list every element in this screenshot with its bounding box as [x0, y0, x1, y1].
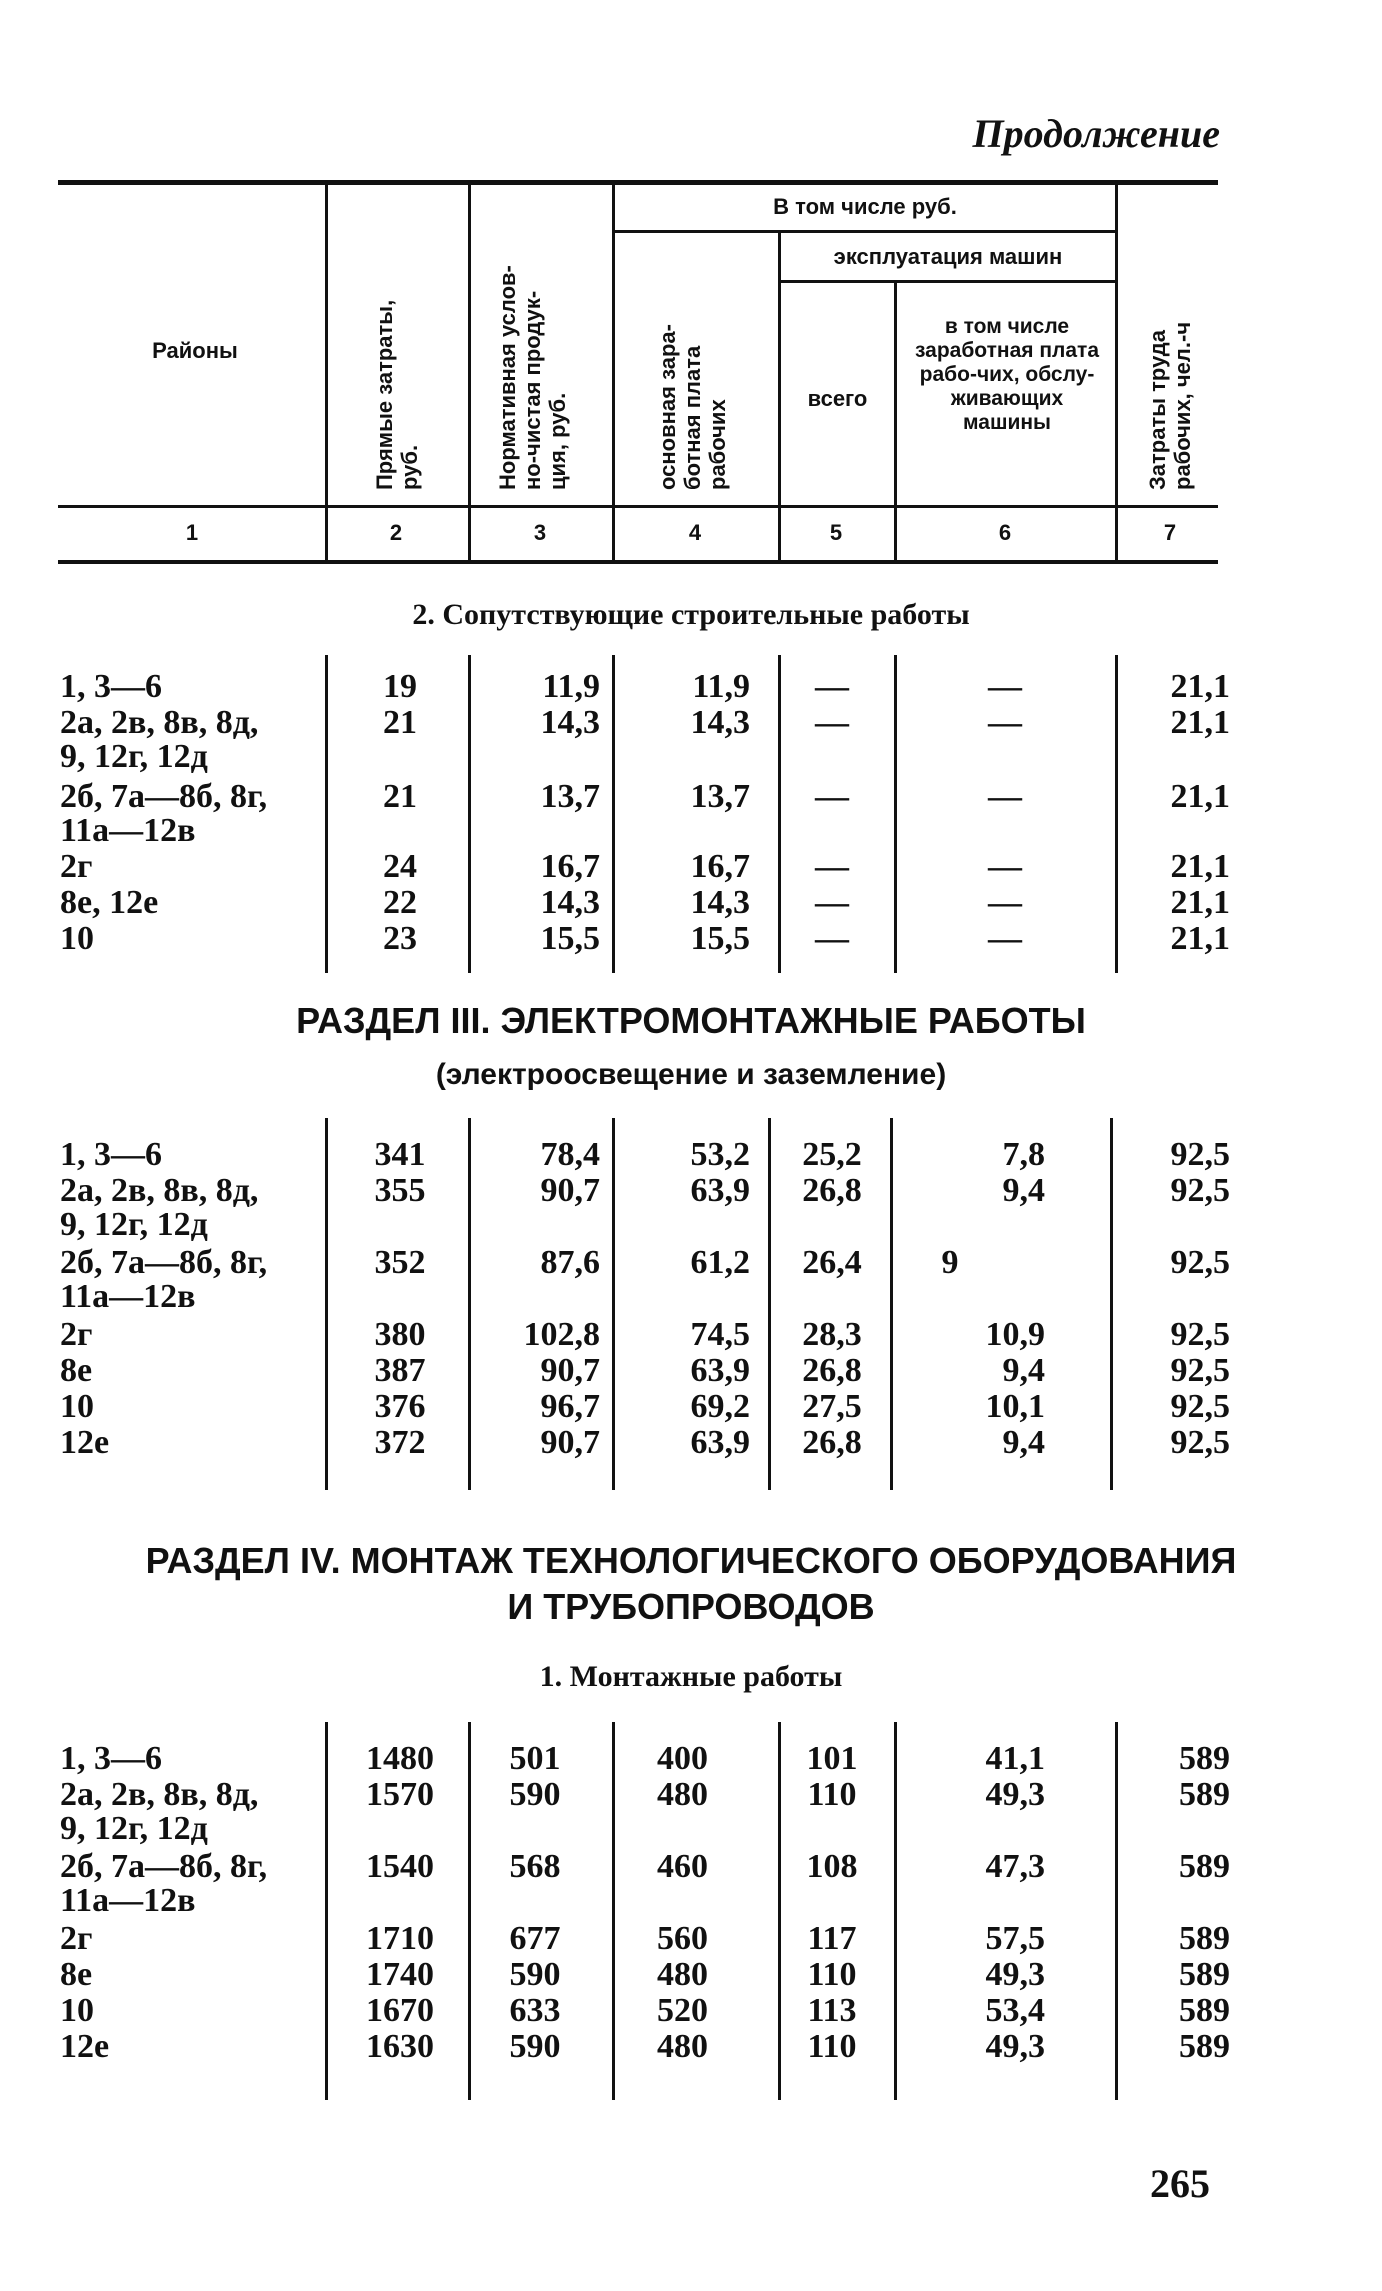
row-district-line2: 11а—12в: [60, 812, 196, 849]
row-wages: 15,5: [690, 920, 750, 957]
row-district: 2а, 2в, 8в, 8д,: [60, 1776, 259, 1813]
row-district: 8е: [60, 1352, 93, 1389]
row-direct-costs: 1480: [366, 1740, 434, 1777]
row-machines-wages: 10,9: [985, 1316, 1045, 1353]
row-machines-total: 110: [807, 1776, 857, 1813]
row-machines-wages: 9,4: [1002, 1424, 1045, 1461]
table-row: [0, 884, 1382, 920]
row-machines-wages: 49,3: [985, 1776, 1045, 1813]
row-wages: 560: [657, 1920, 708, 1957]
row-wages: 480: [657, 1776, 708, 1813]
row-net-output: 15,5: [540, 920, 600, 957]
table-row: [0, 1136, 1382, 1172]
row-direct-costs: 372: [374, 1424, 426, 1461]
row-labor: 589: [1179, 1992, 1230, 2029]
table-row: [0, 1424, 1382, 1460]
section-b-title: РАЗДЕЛ III. ЭЛЕКТРОМОНТАЖНЫЕ РАБОТЫ: [296, 1000, 1086, 1041]
row-machines-wages: —: [988, 704, 1022, 741]
table-row-continuation: [0, 1206, 1382, 1242]
row-direct-costs: 24: [383, 848, 417, 885]
header-subgroup: эксплуатация машин: [833, 244, 1063, 269]
row-machines-wages: 10,1: [985, 1388, 1045, 1425]
row-labor: 589: [1179, 1740, 1230, 1777]
table-row-continuation: [0, 1882, 1382, 1918]
colnum-2: 2: [389, 520, 403, 545]
row-district: 2а, 2в, 8в, 8д,: [60, 704, 259, 741]
group-rule: [612, 230, 1115, 233]
row-net-output: 102,8: [523, 1316, 600, 1353]
row-direct-costs: 355: [374, 1172, 426, 1209]
row-direct-costs: 380: [374, 1316, 426, 1353]
row-direct-costs: 1630: [366, 2028, 434, 2065]
table-row: [0, 2028, 1382, 2064]
row-wages: 14,3: [690, 884, 750, 921]
row-district: 12е: [60, 2028, 110, 2065]
table-row: [0, 1244, 1382, 1280]
row-machines-wages: 57,5: [985, 1920, 1045, 1957]
header-bottom-rule: [58, 505, 1218, 508]
row-direct-costs: 1670: [366, 1992, 434, 2029]
row-district: 12е: [60, 1424, 110, 1461]
colnum-1: 1: [185, 520, 199, 545]
table-row: [0, 1848, 1382, 1884]
table-row: [0, 778, 1382, 814]
row-machines-total: 26,8: [802, 1352, 862, 1389]
row-machines-wages: 49,3: [985, 1956, 1045, 1993]
row-wages: 63,9: [690, 1172, 750, 1209]
header-vline-6: [1115, 182, 1118, 562]
row-labor: 21,1: [1170, 884, 1230, 921]
row-direct-costs: 23: [383, 920, 417, 957]
row-wages: 13,7: [690, 778, 750, 815]
row-machines-total: 117: [807, 1920, 857, 1957]
subgroup-rule: [778, 280, 1115, 283]
row-wages: 460: [657, 1848, 708, 1885]
row-labor: 589: [1179, 2028, 1230, 2065]
row-net-output: 14,3: [540, 884, 600, 921]
header-col7-line1: Затраты труда: [1145, 330, 1170, 490]
table-row: [0, 1992, 1382, 2028]
header-group: В том числе руб.: [773, 194, 957, 219]
header-col2: [372, 300, 422, 490]
table-row: [0, 1316, 1382, 1352]
table-row-continuation: [0, 1810, 1382, 1846]
table-row: [0, 848, 1382, 884]
row-machines-total: 110: [807, 2028, 857, 2065]
table-row: [0, 920, 1382, 956]
row-machines-wages: 9: [941, 1244, 959, 1281]
row-district: 2г: [60, 1920, 93, 1957]
header-vline-3: [612, 182, 615, 562]
header-top-rule: [58, 180, 1218, 185]
row-labor: 92,5: [1170, 1244, 1230, 1281]
row-net-output: 13,7: [540, 778, 600, 815]
colnum-6: 6: [998, 520, 1012, 545]
header-col3: [495, 265, 570, 490]
row-wages: 53,2: [690, 1136, 750, 1173]
colnum-7: 7: [1163, 520, 1177, 545]
row-labor: 92,5: [1170, 1424, 1230, 1461]
row-labor: 92,5: [1170, 1388, 1230, 1425]
row-net-output: 90,7: [540, 1424, 600, 1461]
row-net-output: 96,7: [540, 1388, 600, 1425]
row-labor: 92,5: [1170, 1136, 1230, 1173]
row-wages: 74,5: [690, 1316, 750, 1353]
row-wages: 480: [657, 1956, 708, 1993]
row-district-line2: 11а—12в: [60, 1278, 196, 1315]
row-district: 10: [60, 1388, 94, 1425]
row-district: 1, 3—6: [60, 1740, 162, 1777]
row-machines-total: 26,8: [802, 1424, 862, 1461]
row-machines-total: —: [815, 848, 849, 885]
row-labor: 92,5: [1170, 1316, 1230, 1353]
row-machines-wages: 9,4: [1002, 1172, 1045, 1209]
row-district: 1, 3—6: [60, 668, 162, 705]
row-net-output: 90,7: [540, 1172, 600, 1209]
row-net-output: 677: [509, 1920, 561, 1957]
row-labor: 21,1: [1170, 704, 1230, 741]
row-wages: 69,2: [690, 1388, 750, 1425]
header-col1: Районы: [152, 338, 238, 363]
row-machines-total: 110: [807, 1956, 857, 1993]
row-net-output: 16,7: [540, 848, 600, 885]
row-machines-total: —: [815, 668, 849, 705]
row-net-output: 14,3: [540, 704, 600, 741]
table-row-continuation: [0, 1278, 1382, 1314]
row-machines-total: 108: [806, 1848, 858, 1885]
row-district: 10: [60, 920, 94, 957]
row-labor: 21,1: [1170, 778, 1230, 815]
table-row: [0, 1388, 1382, 1424]
header-col2-line2: руб.: [397, 444, 422, 490]
table-row: [0, 1740, 1382, 1776]
row-machines-wages: —: [988, 884, 1022, 921]
row-wages: 63,9: [690, 1352, 750, 1389]
row-district: 10: [60, 1992, 94, 2029]
row-net-output: 590: [509, 1776, 561, 1813]
row-labor: 589: [1179, 1848, 1230, 1885]
row-machines-wages: 9,4: [1002, 1352, 1045, 1389]
row-machines-wages: 7,8: [1002, 1136, 1045, 1173]
row-machines-total: —: [815, 778, 849, 815]
header-col3-line3: ция, руб.: [545, 392, 570, 490]
row-machines-wages: —: [988, 920, 1022, 957]
header-col7: [1145, 322, 1195, 490]
page-number: 265: [1150, 2161, 1210, 2206]
row-district: 8е, 12е: [60, 884, 159, 921]
row-net-output: 633: [509, 1992, 561, 2029]
row-district: 2а, 2в, 8в, 8д,: [60, 1172, 259, 1209]
table-row: [0, 668, 1382, 704]
row-net-output: 590: [509, 1956, 561, 1993]
row-net-output: 501: [509, 1740, 561, 1777]
row-labor: 92,5: [1170, 1172, 1230, 1209]
row-direct-costs: 1710: [366, 1920, 434, 1957]
row-machines-total: 113: [807, 1992, 857, 2029]
row-machines-wages: —: [988, 778, 1022, 815]
row-machines-total: 26,4: [802, 1244, 862, 1281]
row-wages: 480: [657, 2028, 708, 2065]
row-direct-costs: 1740: [366, 1956, 434, 1993]
header-col4: [655, 324, 730, 490]
section-c-title-line2: И ТРУБОПРОВОДОВ: [507, 1586, 875, 1627]
row-direct-costs: 376: [374, 1388, 426, 1425]
header-col4-line2: ботная плата: [680, 345, 705, 490]
row-labor: 589: [1179, 1776, 1230, 1813]
colnum-3: 3: [533, 520, 547, 545]
row-net-output: 590: [509, 2028, 561, 2065]
row-wages: 400: [657, 1740, 708, 1777]
row-net-output: 87,6: [540, 1244, 600, 1281]
row-wages: 520: [657, 1992, 708, 2029]
row-direct-costs: 22: [383, 884, 417, 921]
row-labor: 21,1: [1170, 848, 1230, 885]
table-row: [0, 1776, 1382, 1812]
colnum-4: 4: [688, 520, 702, 545]
row-wages: 61,2: [690, 1244, 750, 1281]
row-district-line2: 9, 12г, 12д: [60, 738, 208, 775]
row-net-output: 11,9: [542, 668, 600, 705]
row-machines-wages: —: [988, 848, 1022, 885]
header-vline-1: [325, 182, 328, 562]
table-row: [0, 1956, 1382, 1992]
row-net-output: 78,4: [540, 1136, 600, 1173]
row-machines-total: 27,5: [802, 1388, 862, 1425]
row-direct-costs: 1540: [366, 1848, 434, 1885]
row-wages: 63,9: [690, 1424, 750, 1461]
row-wages: 14,3: [690, 704, 750, 741]
row-net-output: 568: [509, 1848, 561, 1885]
row-machines-total: 28,3: [802, 1316, 862, 1353]
header-vline-5: [894, 282, 897, 562]
row-machines-total: 26,8: [802, 1172, 862, 1209]
section-a-title: 2. Сопутствующие строительные работы: [412, 598, 970, 631]
row-labor: 92,5: [1170, 1352, 1230, 1389]
row-district: 2б, 7а—8б, 8г,: [60, 1848, 268, 1885]
header-col4-line3: рабочих: [705, 399, 730, 490]
row-machines-total: —: [815, 920, 849, 957]
row-direct-costs: 21: [383, 704, 417, 741]
header-vline-2: [468, 182, 471, 562]
row-machines-total: —: [815, 704, 849, 741]
section-c-title-line1: РАЗДЕЛ IV. МОНТАЖ ТЕХНОЛОГИЧЕСКОГО ОБОРУДОВАНИЯ: [145, 1540, 1237, 1581]
continuation-label: Продолжение: [972, 111, 1220, 156]
row-wages: 11,9: [692, 668, 750, 705]
row-net-output: 90,7: [540, 1352, 600, 1389]
row-machines-wages: —: [988, 668, 1022, 705]
row-district: 2б, 7а—8б, 8г,: [60, 1244, 268, 1281]
table-row: [0, 1172, 1382, 1208]
table-row: [0, 1352, 1382, 1388]
row-district-line2: 11а—12в: [60, 1882, 196, 1919]
row-machines-wages: 53,4: [985, 1992, 1045, 2029]
row-district: 2г: [60, 848, 93, 885]
row-district: 2г: [60, 1316, 93, 1353]
row-direct-costs: 352: [374, 1244, 426, 1281]
row-machines-total: 25,2: [802, 1136, 862, 1173]
colnum-5: 5: [829, 520, 843, 545]
row-district: 8е: [60, 1956, 93, 1993]
row-machines-wages: 41,1: [985, 1740, 1045, 1777]
row-district: 1, 3—6: [60, 1136, 162, 1173]
table-row: [0, 704, 1382, 740]
row-labor: 21,1: [1170, 920, 1230, 957]
row-direct-costs: 21: [383, 778, 417, 815]
section-c-subtitle: 1. Монтажные работы: [539, 1660, 843, 1693]
row-district: 2б, 7а—8б, 8г,: [60, 778, 268, 815]
row-direct-costs: 341: [374, 1136, 426, 1173]
table-row-continuation: [0, 738, 1382, 774]
table-row: [0, 1920, 1382, 1956]
section-b-subtitle: (электроосвещение и заземление): [435, 1058, 947, 1091]
row-direct-costs: 387: [374, 1352, 426, 1389]
row-direct-costs: 19: [383, 668, 417, 705]
header-col3-line2: но-чистая продук-: [520, 290, 545, 490]
header-col6: в том числе заработная плата рабо-чих, обслу-живающих машины: [914, 315, 1100, 434]
header-col5: всего: [807, 386, 868, 411]
header-col3-line1: Нормативная услов-: [495, 265, 520, 490]
header-col7-line2: рабочих, чел.-ч: [1170, 321, 1195, 490]
header-col4-line1: основная зара-: [655, 324, 680, 490]
row-direct-costs: 1570: [366, 1776, 434, 1813]
row-district-line2: 9, 12г, 12д: [60, 1206, 208, 1243]
row-machines-wages: 47,3: [985, 1848, 1045, 1885]
table-row-continuation: [0, 812, 1382, 848]
row-machines-total: 101: [806, 1740, 858, 1777]
row-machines-wages: 49,3: [985, 2028, 1045, 2065]
row-labor: 589: [1179, 1956, 1230, 1993]
row-machines-total: —: [815, 884, 849, 921]
table-top-bottom-rule: [58, 560, 1218, 564]
row-labor: 21,1: [1170, 668, 1230, 705]
row-wages: 16,7: [690, 848, 750, 885]
header-col2-line1: Прямые затраты,: [372, 299, 397, 490]
row-labor: 589: [1179, 1920, 1230, 1957]
row-district-line2: 9, 12г, 12д: [60, 1810, 208, 1847]
